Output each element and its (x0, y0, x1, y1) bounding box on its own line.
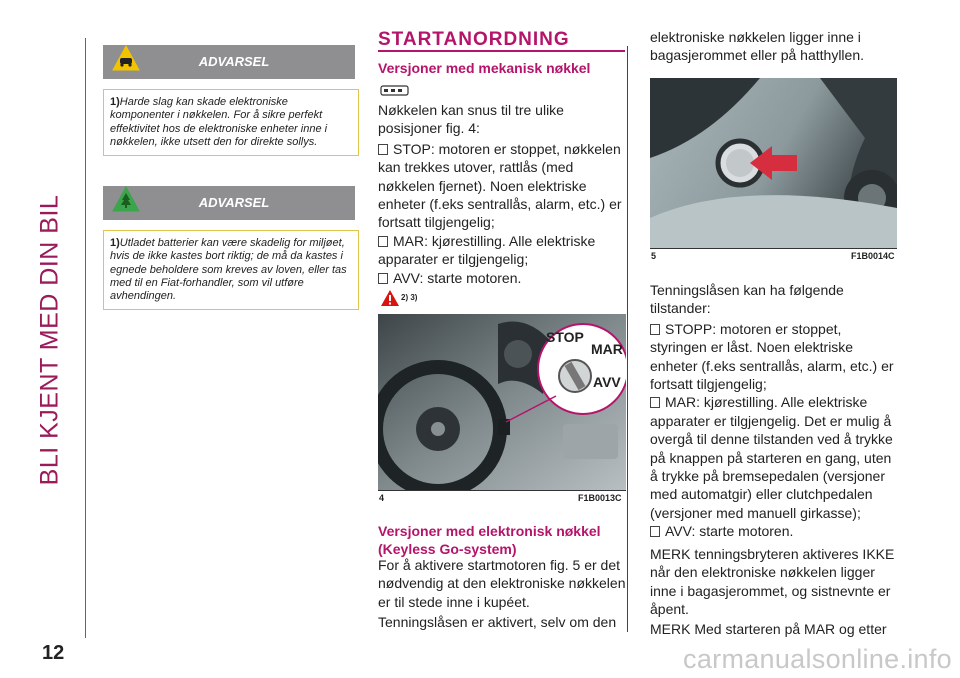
bullet-avv-right: AVV: starte motoren. (650, 522, 900, 540)
bullet-avv: AVV: starte motoren. (378, 269, 628, 287)
label-mar: MAR (591, 341, 623, 357)
bullet-mar: MAR: kjørestilling. Alle elektriske apparater er tilgjengelig; (378, 232, 628, 269)
mechanical-key-text (378, 101, 628, 287)
subheading-mechanical-key: Versjoner med mekanisk nøkkel (378, 60, 591, 76)
warning-title-1: ADVARSEL (198, 54, 270, 69)
note-1: MERK tenningsbryteren aktiveres IKKE når den elektroniske nøkkelen ligger inne i bagasjerommet, og sistnevnte er åpent. (650, 545, 895, 617)
note-2: MERK Med starteren på MAR og etter (650, 621, 887, 638)
key-icon (380, 82, 410, 98)
para-start: For å aktivere startmotoren fig. 5 er det nødvendig at den elektroniske nøkkelen er til stede inne i kupéet. (378, 557, 626, 610)
intro-text: Nøkkelen kan snus til tre ulike posisjoner fig. 4: (378, 102, 564, 137)
warning-triangle-icon (380, 289, 400, 307)
para-continued: elektroniske nøkkelen ligger inne i bagasjerommet eller på hatthyllen. (650, 29, 865, 64)
label-stop: STOP (546, 329, 584, 345)
warning-text-1: Harde slag kan skade elektroniske komponenter i nøkkelen. For å sikre perfekt effektivitet hos de elektroniske enheter inne i nøkkelen, ikke utsett den for direkte sollys. (110, 96, 328, 148)
para-ignition-active: Tenningslåsen er aktivert, selv om den (378, 614, 617, 631)
bullet-stopp: STOPP: motoren er stoppet, styringen er låst. Noen elektriske enheter (f.eks sentrallås, alarm, etc.) er fortsatt tilgjengelig; (650, 320, 900, 394)
states-intro: Tenningslåsen kan ha følgende tilstander: (650, 282, 844, 317)
figure-4-code: F1B0013C (578, 493, 622, 503)
bullet-stop: STOP: motoren er stoppet, nøkkelen kan trekkes utover, rattlås (med nøkkelen fjernet). Noen elektriske enheter (f.eks sentrallås, alarm, etc.) er fortsatt tilgjengelig; (378, 140, 628, 232)
chapter-title: BLI KJENT MED DIN BIL (35, 194, 64, 486)
warning-body-2 (103, 230, 359, 310)
warning-reference: 2) 3) (401, 293, 418, 302)
warning-title-2: ADVARSEL (198, 195, 270, 210)
figure-4-number: 4 (379, 493, 385, 503)
margin-rule (85, 38, 86, 638)
ignition-photo (378, 314, 626, 490)
warning-header-1 (103, 45, 355, 79)
bullet-mar-right: MAR: kjørestilling. Alle elektriske apparater er tilgjengelig. Det er mulig å overgå til denne tilstanden ved å trykke på knappen på starteren en gang, uten å trykke på bremsepedalen (versjoner med automatgir) eller clutchpedalen (versjoner med manuell girkasse); (650, 393, 900, 522)
start-button-photo (650, 78, 897, 248)
subheading-electronic-key: Versjoner med elektronisk nøkkel (Keyless Go-system) (378, 523, 601, 557)
figure-5-number: 5 (651, 251, 657, 261)
figure-ignition-key (378, 314, 626, 491)
warning-text-2: Utladet batterier kan være skadelig for miljøet, hvis de ikke kastes bort riktig; de må da kastes i egnede beholdere som kreves av loven, eller tas med til en Fiat-forhandler, som vil utføre avhendingen. (110, 237, 347, 303)
warning-header-2 (103, 186, 355, 220)
warning-number-2: 1) (110, 237, 120, 249)
figure-5-code: F1B0014C (851, 251, 895, 261)
warning-number-1: 1) (110, 96, 120, 108)
section-title: STARTANORDNING (378, 29, 570, 50)
column-divider (627, 46, 628, 632)
ignition-states-text (650, 281, 900, 641)
label-avv: AVV (593, 374, 621, 390)
figure-start-button (650, 78, 897, 249)
section-rule (378, 50, 625, 52)
electronic-key-text (378, 556, 628, 634)
watermark: carmanualsonline.info (683, 644, 952, 674)
page-number: 12 (42, 642, 65, 664)
warning-body-1 (103, 89, 359, 156)
